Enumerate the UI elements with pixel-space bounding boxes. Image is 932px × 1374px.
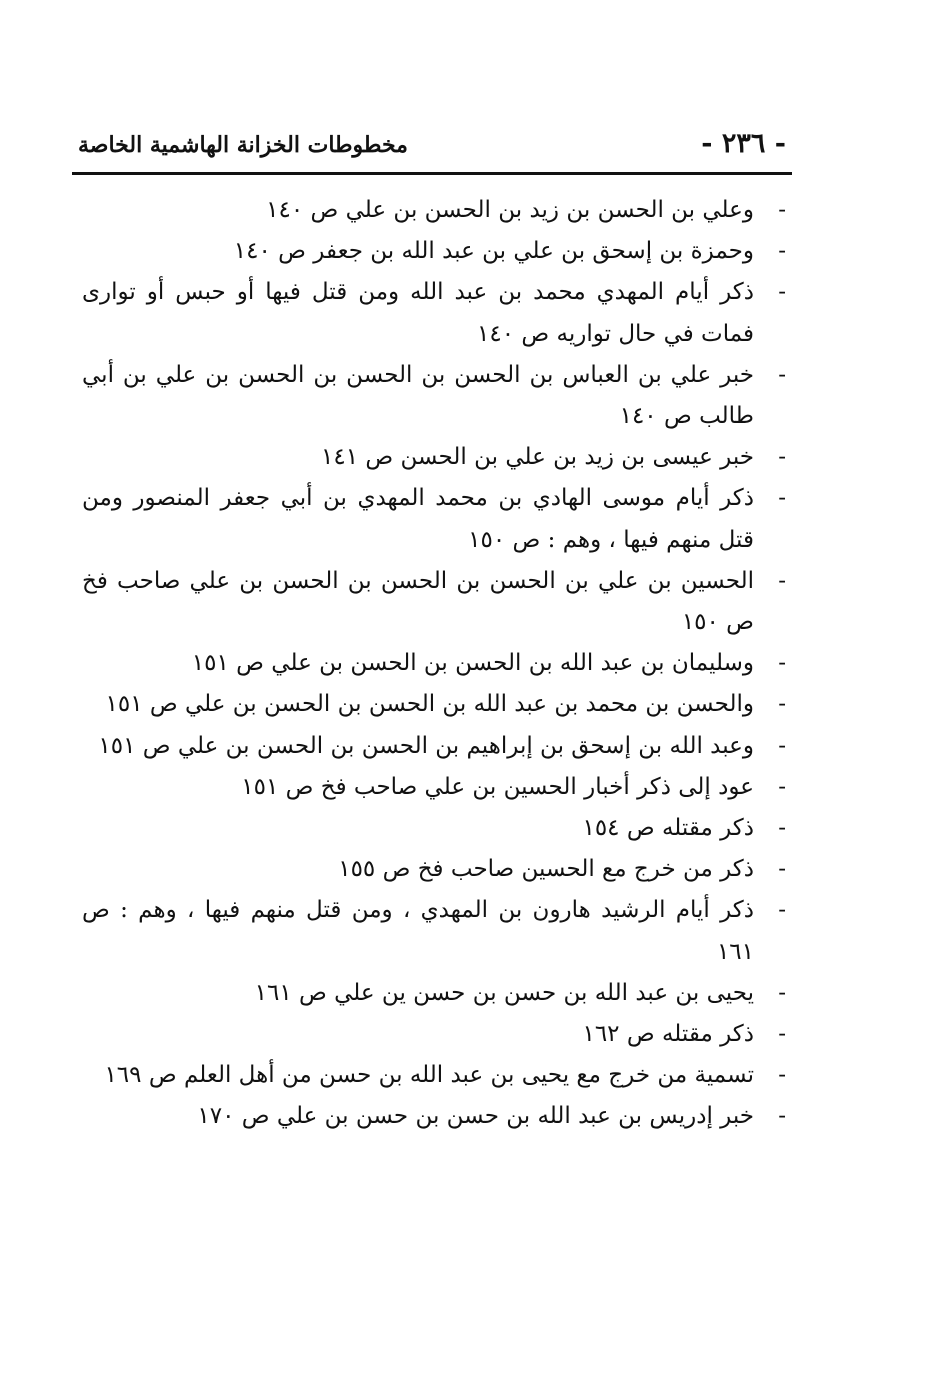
index-entry bbox=[82, 973, 790, 1014]
index-entry bbox=[82, 849, 790, 890]
bullet-dash: - bbox=[778, 897, 786, 924]
bullet-dash: - bbox=[778, 238, 786, 265]
index-entry bbox=[82, 684, 790, 725]
running-title: مخطوطات الخزانة الهاشمية الخاصة bbox=[78, 132, 408, 158]
bullet-dash: - bbox=[778, 732, 786, 759]
bullet-dash: - bbox=[778, 197, 786, 223]
bullet-dash: - bbox=[778, 485, 786, 512]
entry-text: وسليمان بن عبد الله بن الحسن بن الحسن بن علي ص ١٥١ bbox=[191, 650, 754, 677]
index-entry bbox=[82, 561, 790, 643]
entry-text: والحسن بن محمد بن عبد الله بن الحسن بن الحسن بن علي ص ١٥١ bbox=[105, 691, 754, 718]
index-entry bbox=[82, 1055, 790, 1096]
bullet-dash: - bbox=[778, 650, 786, 677]
index-entry bbox=[82, 890, 790, 972]
bullet-dash: - bbox=[778, 691, 786, 718]
page-header bbox=[72, 128, 792, 168]
bullet-dash: - bbox=[778, 1021, 786, 1048]
bullet-dash: - bbox=[778, 361, 786, 388]
index-entry bbox=[82, 355, 790, 437]
index-entry bbox=[82, 437, 790, 478]
bullet-dash: - bbox=[778, 1062, 786, 1089]
index-entry bbox=[82, 1096, 790, 1137]
entry-text: خبر إدريس بن عبد الله بن حسن بن حسن بن علي ص ١٧٠ bbox=[197, 1103, 754, 1130]
entry-text: ذكر أيام موسى الهادي بن محمد المهدي بن أبي جعفر المنصور ومن قتل منهم فيها ، وهم : ص ١٥٠ bbox=[82, 485, 754, 553]
bullet-dash: - bbox=[778, 279, 786, 306]
index-entry bbox=[82, 643, 790, 684]
bullet-dash: - bbox=[778, 1103, 786, 1130]
bullet-dash: - bbox=[778, 444, 786, 471]
entry-text: وحمزة بن إسحق بن علي بن عبد الله بن جعفر ص ١٤٠ bbox=[233, 238, 754, 265]
entry-text: ذكر من خرج مع الحسين صاحب فخ ص ١٥٥ bbox=[338, 856, 754, 883]
entry-text: ذكر مقتله ص ١٥٤ bbox=[582, 815, 754, 842]
header-rule bbox=[72, 172, 792, 175]
entry-text: خبر عيسى بن زيد بن علي بن الحسن ص ١٤١ bbox=[321, 444, 754, 471]
index-entry bbox=[82, 1014, 790, 1055]
index-entry bbox=[82, 478, 790, 560]
index-entry bbox=[82, 726, 790, 767]
entry-text: ذكر أيام المهدي محمد بن عبد الله ومن قتل فيها أو حبس أو توارى فمات في حال تواريه ص ١٤٠ bbox=[82, 279, 754, 347]
entry-text: تسمية من خرج مع يحيى بن عبد الله بن حسن من أهل العلم ص ١٦٩ bbox=[104, 1062, 754, 1089]
entry-text: وعبد الله بن إسحق بن إبراهيم بن الحسن بن الحسن بن علي ص ١٥١ bbox=[98, 732, 754, 759]
index-entry bbox=[82, 190, 790, 231]
entry-text: يحيى بن عبد الله بن حسن بن حسن ين علي ص ١٦١ bbox=[254, 979, 754, 1006]
bullet-dash: - bbox=[778, 567, 786, 594]
index-entry bbox=[82, 231, 790, 272]
index-entries-list bbox=[82, 190, 790, 1138]
bullet-dash: - bbox=[778, 815, 786, 842]
entry-text: وعلي بن الحسن بن زيد بن الحسن بن علي ص ١٤٠ bbox=[266, 197, 754, 223]
entry-text: ذكر مقتله ص ١٦٢ bbox=[582, 1021, 754, 1048]
entry-text: ذكر أيام الرشيد هارون بن المهدي ، ومن قتل منهم فيها ، وهم : ص ١٦١ bbox=[82, 897, 754, 965]
index-entry bbox=[82, 272, 790, 354]
index-entry bbox=[82, 808, 790, 849]
bullet-dash: - bbox=[778, 856, 786, 883]
entry-text: الحسين بن علي بن الحسن بن الحسن بن الحسن بن علي صاحب فخ ص ١٥٠ bbox=[82, 567, 754, 636]
entry-text: خبر علي بن العباس بن الحسن بن الحسن بن الحسن بن علي بن أبي طالب ص ١٤٠ bbox=[82, 361, 754, 430]
bullet-dash: - bbox=[778, 979, 786, 1006]
index-entry bbox=[82, 767, 790, 808]
entry-text: عود إلى ذكر أخبار الحسين بن علي صاحب فخ ص ١٥١ bbox=[241, 773, 754, 800]
bullet-dash: - bbox=[778, 773, 786, 800]
page-number: - ٢٣٦ - bbox=[701, 128, 786, 159]
